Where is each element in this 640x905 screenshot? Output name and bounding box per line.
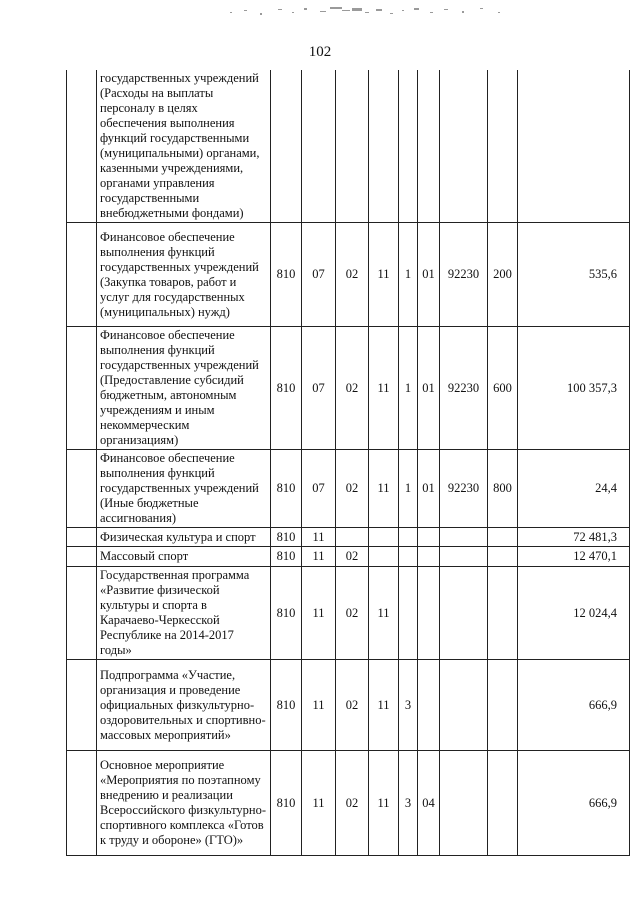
table-row — [67, 751, 630, 856]
code-cs1: 11 — [369, 567, 399, 660]
code-cs2: 1 — [399, 450, 418, 528]
code-ved — [271, 70, 302, 223]
code-pr: 02 — [336, 567, 369, 660]
row-amount: 12 024,4 — [518, 567, 630, 660]
table-row — [67, 70, 630, 223]
code-cs1: 11 — [369, 660, 399, 751]
code-cs4 — [440, 528, 488, 547]
code-vr — [488, 528, 518, 547]
code-cs4: 92230 — [440, 450, 488, 528]
code-pr: 02 — [336, 660, 369, 751]
row-amount: 666,9 — [518, 660, 630, 751]
table-row — [67, 327, 630, 450]
code-rz: 11 — [302, 567, 336, 660]
table-row — [67, 660, 630, 751]
row-amount: 24,4 — [518, 450, 630, 528]
code-rz: 11 — [302, 751, 336, 856]
code-pr: 02 — [336, 327, 369, 450]
code-rz: 11 — [302, 528, 336, 547]
row-name: Основное мероприятие «Мероприятия по поэтапному внедрению и реализации Всероссийского физкультурно-спортивного комплекса «Готов к труду и обороне» (ГТО)» — [97, 751, 271, 856]
row-name: Подпрограмма «Участие, организация и проведение официальных физкультурно-оздоровительных и спортивно-массовых мероприятий» — [97, 660, 271, 751]
code-cs1 — [369, 528, 399, 547]
table-row — [67, 223, 630, 327]
row-amount: 12 470,1 — [518, 547, 630, 567]
code-cs3: 04 — [418, 751, 440, 856]
code-vr — [488, 751, 518, 856]
code-ved: 810 — [271, 528, 302, 547]
code-cs3 — [418, 70, 440, 223]
code-pr: 02 — [336, 223, 369, 327]
row-name: Массовый спорт — [97, 547, 271, 567]
code-rz: 11 — [302, 660, 336, 751]
code-cs2 — [399, 70, 418, 223]
code-ved: 810 — [271, 547, 302, 567]
row-amount: 535,6 — [518, 223, 630, 327]
code-vr: 800 — [488, 450, 518, 528]
code-cs3 — [418, 567, 440, 660]
row-amount — [518, 70, 630, 223]
code-cs1: 11 — [369, 450, 399, 528]
table-row — [67, 528, 630, 547]
code-rz: 07 — [302, 223, 336, 327]
page-number: 102 — [308, 44, 332, 60]
code-ved: 810 — [271, 567, 302, 660]
code-cs2: 3 — [399, 751, 418, 856]
code-cs2 — [399, 528, 418, 547]
code-cs1: 11 — [369, 327, 399, 450]
code-ved: 810 — [271, 223, 302, 327]
code-cs2 — [399, 547, 418, 567]
code-cs4 — [440, 547, 488, 567]
code-cs3: 01 — [418, 450, 440, 528]
code-pr: 02 — [336, 450, 369, 528]
code-cs4 — [440, 751, 488, 856]
row-name: Финансовое обеспечение выполнения функций государственных учреждений (Закупка товаров, работ и услуг для государственных (муниципальных) нужд) — [97, 223, 271, 327]
row-name: Государственная программа «Развитие физической культуры и спорта в Карачаево-Черкесской Республике на 2014-2017 годы» — [97, 567, 271, 660]
code-rz — [302, 70, 336, 223]
code-cs3 — [418, 547, 440, 567]
code-rz: 11 — [302, 547, 336, 567]
code-ved: 810 — [271, 751, 302, 856]
code-cs2: 1 — [399, 327, 418, 450]
row-name: государственных учреждений (Расходы на выплаты персоналу в целях обеспечения выполнения функций государственными (муниципальными) органами, казенными учреждениями, органами управления государственными внебюджетными фондами) — [97, 70, 271, 223]
code-cs2 — [399, 567, 418, 660]
row-amount: 666,9 — [518, 751, 630, 856]
code-pr: 02 — [336, 547, 369, 567]
code-rz: 07 — [302, 450, 336, 528]
code-pr: 02 — [336, 751, 369, 856]
code-cs3: 01 — [418, 327, 440, 450]
code-pr — [336, 528, 369, 547]
row-amount: 72 481,3 — [518, 528, 630, 547]
code-vr — [488, 547, 518, 567]
table-row — [67, 450, 630, 528]
code-cs3 — [418, 528, 440, 547]
row-name: Финансовое обеспечение выполнения функций государственных учреждений (Иные бюджетные ассигнования) — [97, 450, 271, 528]
code-cs1 — [369, 70, 399, 223]
table-row — [67, 547, 630, 567]
code-cs1: 11 — [369, 223, 399, 327]
code-cs1: 11 — [369, 751, 399, 856]
row-name: Финансовое обеспечение выполнения функций государственных учреждений (Предоставление субсидий бюджетным, автономным учреждениям и иным некоммерческим организациям) — [97, 327, 271, 450]
code-cs4 — [440, 660, 488, 751]
code-rz: 07 — [302, 327, 336, 450]
code-cs2: 3 — [399, 660, 418, 751]
code-pr — [336, 70, 369, 223]
code-cs4: 92230 — [440, 223, 488, 327]
code-vr: 200 — [488, 223, 518, 327]
code-cs1 — [369, 547, 399, 567]
table-row — [67, 567, 630, 660]
code-vr: 600 — [488, 327, 518, 450]
code-ved: 810 — [271, 450, 302, 528]
code-vr — [488, 567, 518, 660]
code-vr — [488, 660, 518, 751]
code-cs4: 92230 — [440, 327, 488, 450]
code-vr — [488, 70, 518, 223]
budget-table — [66, 70, 630, 856]
code-cs4 — [440, 567, 488, 660]
scan-noise-decoration — [230, 4, 520, 20]
code-ved: 810 — [271, 660, 302, 751]
row-name: Физическая культура и спорт — [97, 528, 271, 547]
code-cs3 — [418, 660, 440, 751]
code-ved: 810 — [271, 327, 302, 450]
row-amount: 100 357,3 — [518, 327, 630, 450]
code-cs4 — [440, 70, 488, 223]
code-cs3: 01 — [418, 223, 440, 327]
code-cs2: 1 — [399, 223, 418, 327]
